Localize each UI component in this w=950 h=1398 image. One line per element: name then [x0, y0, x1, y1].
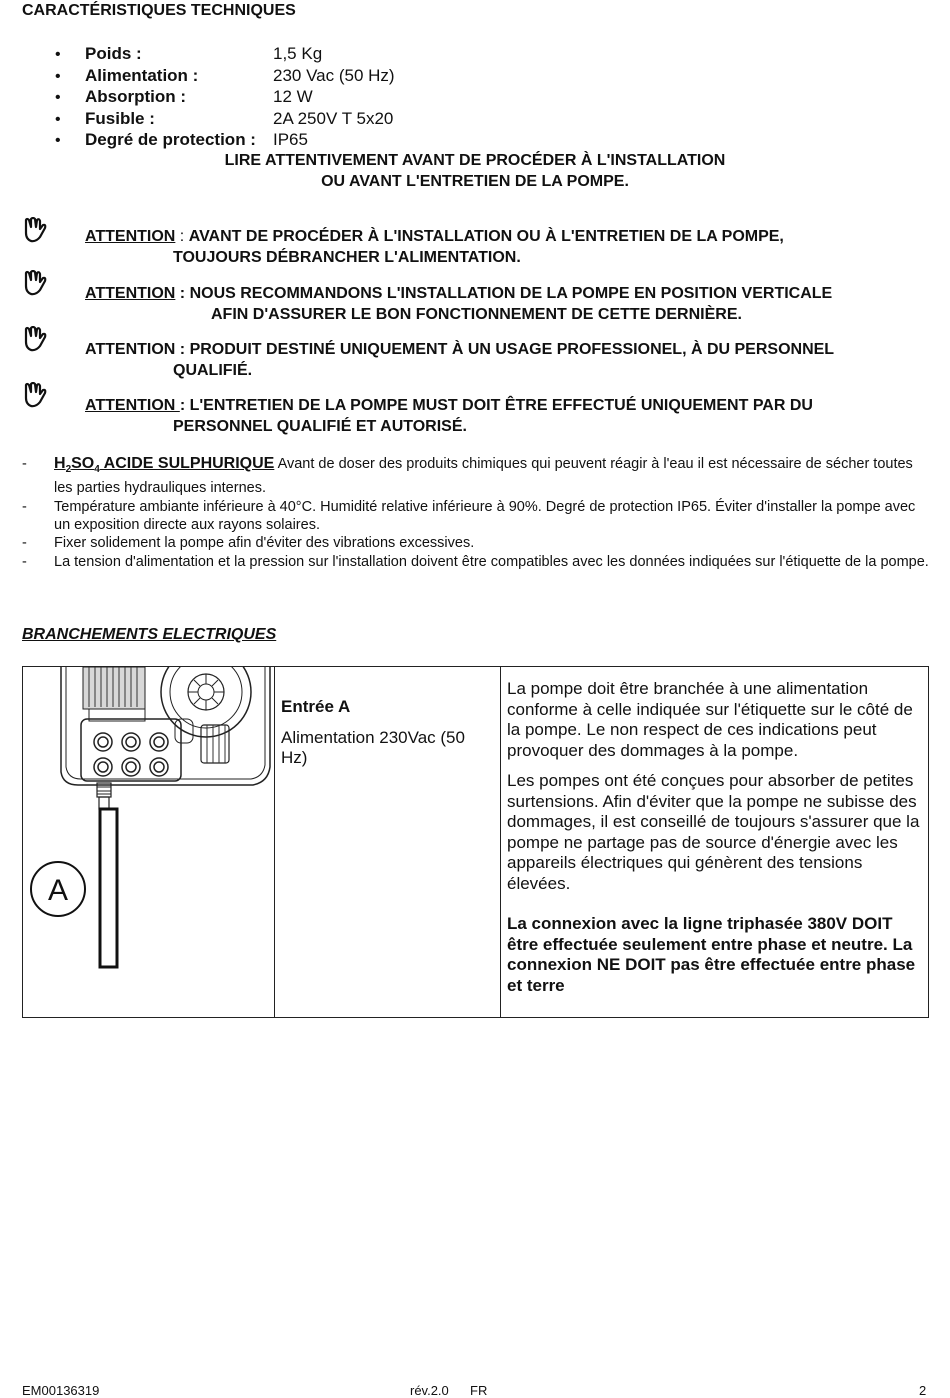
hand-icon: [22, 217, 52, 245]
warning-paragraph: La connexion avec la ligne triphasée 380V DOIT être effectuée seulement entre phase et neutre. La connexion NE DOIT pas être effectuée entre phase et terre: [507, 914, 916, 995]
page-title: CARACTÉRISTIQUES TECHNIQUES: [22, 2, 296, 19]
bullet: •: [55, 89, 61, 106]
spec-row: [55, 108, 395, 130]
spec-label: Poids :: [85, 44, 142, 63]
attention-text: AVANT DE PROCÉDER À L'INSTALLATION OU À L'ENTRETIEN DE LA POMPE,: [188, 228, 784, 245]
attention-sep: :: [179, 397, 190, 414]
page-number: 2: [919, 1383, 927, 1398]
attention-text-line2: TOUJOURS DÉBRANCHER L'ALIMENTATION.: [173, 249, 521, 266]
attention-text-line2: AFIN D'ASSURER LE BON FONCTIONNEMENT DE CETTE DERNIÈRE.: [211, 306, 742, 323]
bullet: •: [55, 110, 61, 128]
acid-text: Avant de doser des produits chimiques qui peuvent réagir à l'eau il est nécessaire de sécher toutes les parties hydrauliques internes.: [54, 456, 913, 497]
notes-list: [22, 455, 932, 571]
attention-4: [85, 395, 928, 437]
spec-label: Absorption :: [85, 87, 187, 106]
read-notice-line2: OU AVANT L'ENTRETIEN DE LA POMPE.: [321, 173, 629, 190]
spec-row: [55, 129, 395, 151]
attention-label: ATTENTION: [85, 285, 176, 302]
formula-so: SO: [71, 455, 95, 472]
formula-h: H: [54, 455, 66, 472]
note-item: [22, 498, 932, 535]
bullet: •: [55, 132, 61, 149]
formula-sub-4: 4: [94, 464, 100, 476]
attention-text-line2: QUALIFIÉ.: [173, 362, 253, 379]
entry-title: Entrée A: [281, 697, 351, 716]
dash: -: [22, 553, 27, 570]
note-text: Fixer solidement la pompe afin d'éviter des vibrations excessives.: [54, 535, 475, 552]
attention-sep: :: [175, 341, 190, 358]
attention-label: ATTENTION: [85, 397, 180, 414]
attention-2: [85, 283, 928, 325]
attention-label: ATTENTION: [85, 341, 176, 358]
spec-label: Degré de protection :: [85, 130, 256, 149]
attention-sep: :: [175, 285, 190, 302]
marker-a: A: [47, 874, 69, 907]
attention-1: [85, 226, 928, 268]
description-cell: [501, 667, 929, 1018]
attention-text: NOUS RECOMMANDONS L'INSTALLATION DE LA POMPE EN POSITION VERTICALE: [189, 285, 833, 302]
dash: -: [22, 456, 27, 472]
bullet: •: [55, 67, 61, 85]
description-paragraph: La pompe doit être branchée à une alimentation conforme à celle indiquée sur l'étiquette sur le côté de la pompe. Le non respect de ces indications peut provoquer des dommages à la pompe.: [507, 679, 913, 760]
spec-row: [55, 43, 395, 65]
attention-text: L'ENTRETIEN DE LA POMPE MUST DOIT ÊTRE EFFECTUÉ UNIQUEMENT PAR DU: [189, 397, 813, 414]
spec-value: 230 Vac (50 Hz): [273, 65, 395, 85]
pump-illustration: [23, 667, 274, 1017]
note-text: Température ambiante inférieure à 40°C. Humidité relative inférieure à 90%. Degré de protection IP65. Éviter d'installer la pompe avec un exposition directe aux rayons solaires.: [54, 498, 916, 534]
spec-label: Alimentation :: [85, 65, 199, 85]
dash: -: [22, 498, 27, 515]
note-item: [22, 534, 932, 552]
attention-text-line2: PERSONNEL QUALIFIÉ ET AUTORISÉ.: [173, 418, 467, 435]
acid-name: ACIDE SULPHURIQUE: [99, 455, 275, 472]
entry-text: Alimentation 230Vac (50 Hz): [281, 728, 465, 767]
note-item: [22, 553, 932, 571]
acid-formula: [54, 455, 275, 476]
attention-label: ATTENTION: [85, 228, 176, 245]
footer-rev: rév.2.0: [410, 1383, 449, 1398]
spec-value: 1,5 Kg: [273, 44, 323, 63]
section-title: BRANCHEMENTS ELECTRIQUES: [22, 626, 277, 643]
footer-code: EM00136319: [22, 1383, 100, 1398]
note-text: La tension d'alimentation et la pression sur l'installation doivent être compatibles avec les données indiquées sur l'étiquette de la pompe.: [54, 553, 929, 570]
read-notice-line1: LIRE ATTENTIVEMENT AVANT DE PROCÉDER À L'INSTALLATION: [224, 152, 726, 169]
spec-value: 12 W: [273, 87, 313, 106]
spec-value: IP65: [273, 130, 308, 149]
footer-lang: FR: [470, 1383, 488, 1398]
attention-text: PRODUIT DESTINÉ UNIQUEMENT À UN USAGE PROFESSIONEL, À DU PERSONNEL: [189, 341, 835, 358]
spec-row: [55, 86, 395, 108]
description-paragraph: Les pompes ont été conçues pour absorber de petites surtensions. Afin d'éviter que la pompe ne subisse des dommages, il est conseillé de toujours s'assurer que la pompe ne partage pas de source d'énergie avec les appareils électriques qui génèrent des tensions élevées.: [507, 771, 920, 893]
spec-row: [55, 65, 395, 87]
spec-label: Fusible :: [85, 108, 155, 128]
entry-cell: [275, 667, 501, 1018]
note-item: [22, 455, 932, 498]
hand-icon: [22, 326, 52, 354]
electrical-table: [22, 666, 929, 1018]
pump-illustration-cell: [23, 667, 275, 1018]
formula-sub-2: 2: [65, 464, 72, 476]
bullet: •: [55, 46, 61, 63]
attention-3: [85, 339, 928, 381]
hand-icon: [22, 382, 52, 410]
spec-value: 2A 250V T 5x20: [273, 108, 394, 128]
hand-icon: [22, 270, 52, 298]
dash: -: [22, 535, 27, 552]
specs-list: [55, 43, 395, 151]
attention-sep: :: [175, 228, 189, 245]
